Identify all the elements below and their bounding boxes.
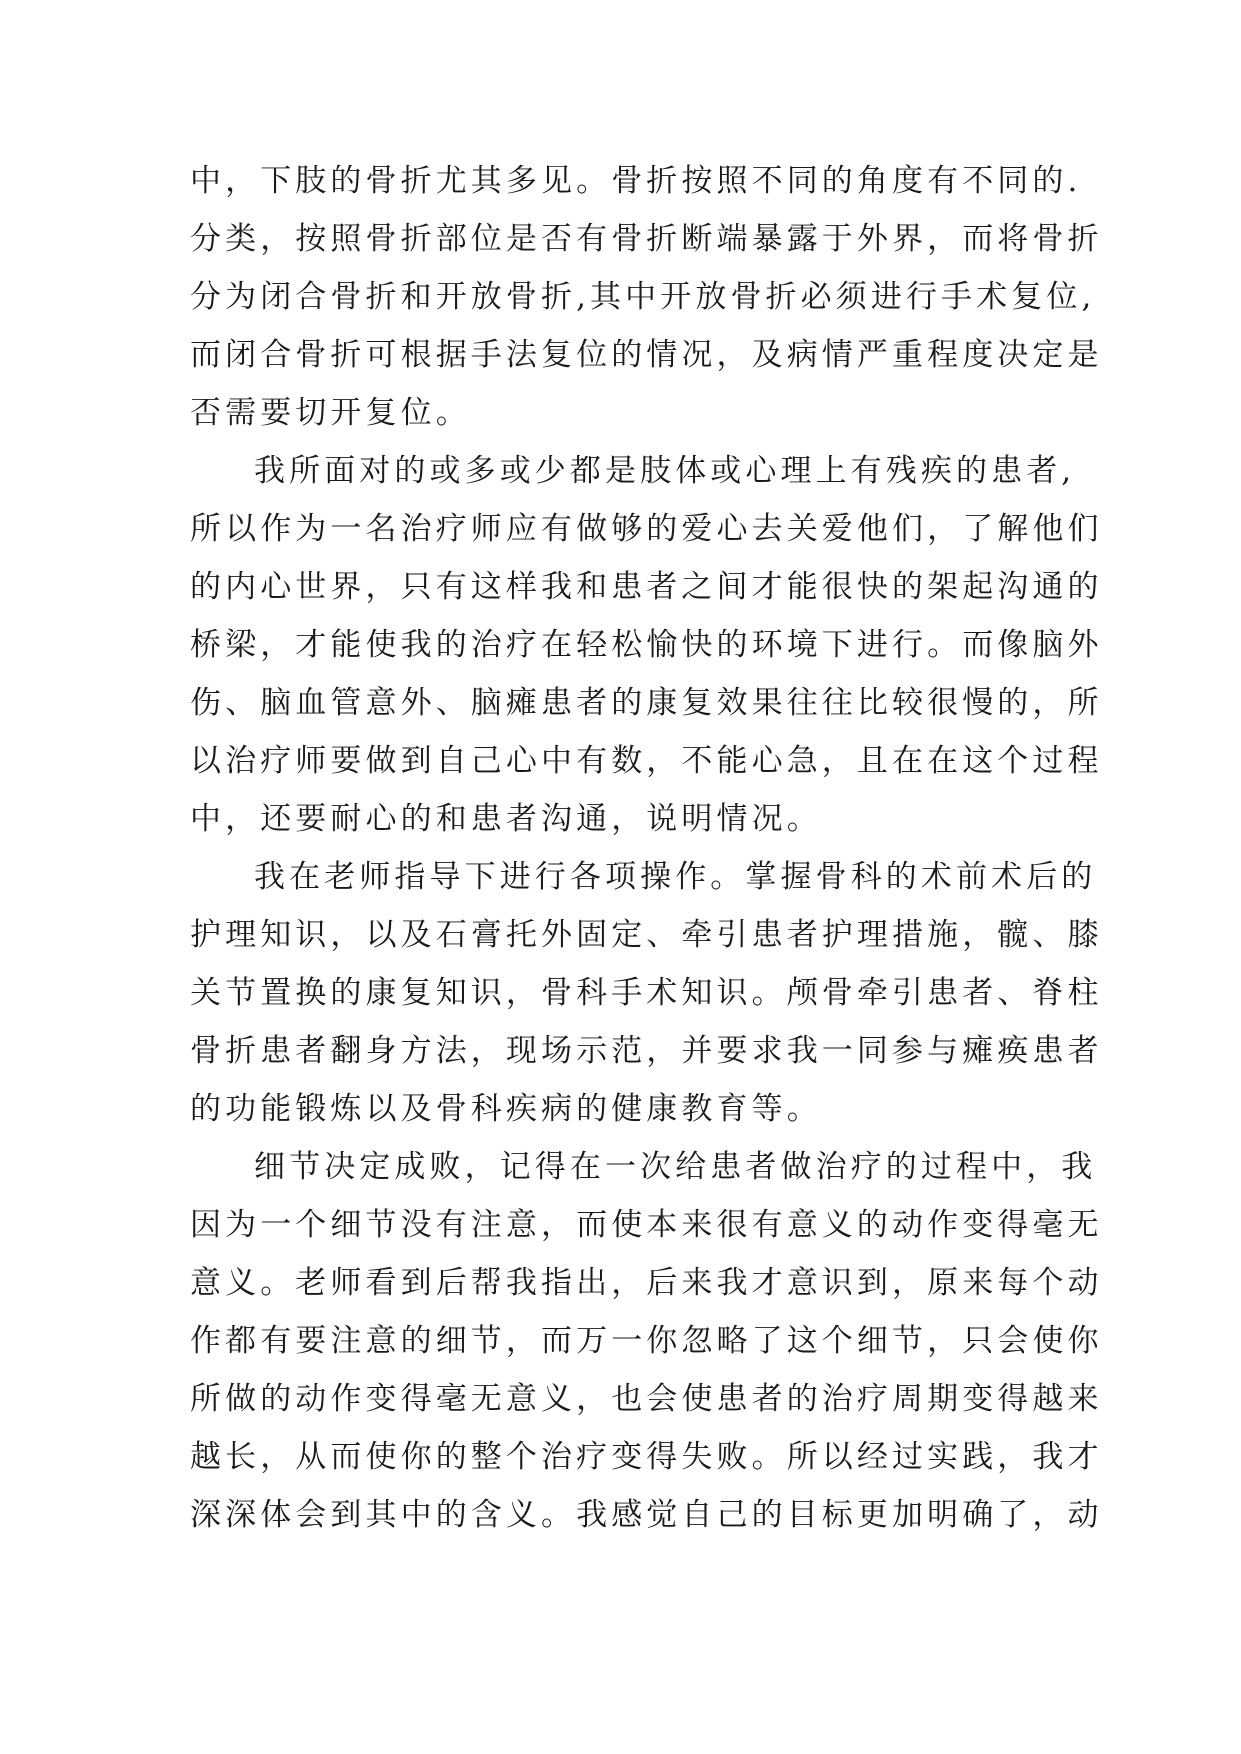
text-line: 以治疗师要做到自己心中有数，不能心急，且在在这个过程 bbox=[190, 743, 1103, 779]
text-line: 我所面对的或多或少都是肢体或心理上有残疾的患者, bbox=[254, 453, 1076, 489]
text-line: 意义。老师看到后帮我指出，后来我才意识到，原来每个动 bbox=[190, 1265, 1103, 1301]
text-line: 的内心世界，只有这样我和患者之间才能很快的架起沟通的 bbox=[190, 569, 1103, 605]
text-line: 否需要切开复位。 bbox=[190, 395, 471, 431]
text-line: 中，下肢的骨折尤其多见。骨折按照不同的角度有不同的. bbox=[190, 163, 1082, 199]
text-line: 护理知识，以及石膏托外固定、牵引患者护理措施，髋、膝 bbox=[190, 917, 1103, 953]
paragraph-3 bbox=[190, 848, 1103, 1138]
text-line: 骨折患者翻身方法，现场示范，并要求我一同参与瘫痪患者 bbox=[190, 1033, 1103, 1069]
text-line: 桥梁，才能使我的治疗在轻松愉快的环境下进行。而像脑外 bbox=[190, 627, 1103, 663]
text-line: 越长，从而使你的整个治疗变得失败。所以经过实践，我才 bbox=[190, 1439, 1103, 1475]
text-line: 的功能锻炼以及骨科疾病的健康教育等。 bbox=[190, 1091, 822, 1127]
document-body bbox=[190, 152, 1103, 1544]
paragraph-4 bbox=[190, 1138, 1103, 1544]
paragraph-2 bbox=[190, 442, 1103, 848]
text-line: 我在老师指导下进行各项操作。掌握骨科的术前术后的 bbox=[254, 859, 1097, 895]
text-line: 中，还要耐心的和患者沟通，说明情况。 bbox=[190, 801, 822, 837]
text-line: 伤、脑血管意外、脑瘫患者的康复效果往往比较很慢的，所 bbox=[190, 685, 1103, 721]
text-line: 分类，按照骨折部位是否有骨折断端暴露于外界，而将骨折 bbox=[190, 221, 1103, 257]
text-line: 因为一个细节没有注意，而使本来很有意义的动作变得毫无 bbox=[190, 1207, 1103, 1243]
text-line: 所做的动作变得毫无意义，也会使患者的治疗周期变得越来 bbox=[190, 1381, 1103, 1417]
text-line: 关节置换的康复知识，骨科手术知识。颅骨牵引患者、脊柱 bbox=[190, 975, 1103, 1011]
text-line: 所以作为一名治疗师应有做够的爱心去关爱他们，了解他们 bbox=[190, 511, 1103, 547]
text-line: 分为闭合骨折和开放骨折,其中开放骨折必须进行手术复位, bbox=[190, 279, 1096, 315]
text-line: 深深体会到其中的含义。我感觉自己的目标更加明确了，动 bbox=[190, 1497, 1103, 1533]
text-line: 作都有要注意的细节，而万一你忽略了这个细节，只会使你 bbox=[190, 1323, 1103, 1359]
paragraph-1 bbox=[190, 152, 1103, 442]
text-line: 而闭合骨折可根据手法复位的情况，及病情严重程度决定是 bbox=[190, 337, 1103, 373]
text-line: 细节决定成败，记得在一次给患者做治疗的过程中，我 bbox=[254, 1149, 1097, 1185]
